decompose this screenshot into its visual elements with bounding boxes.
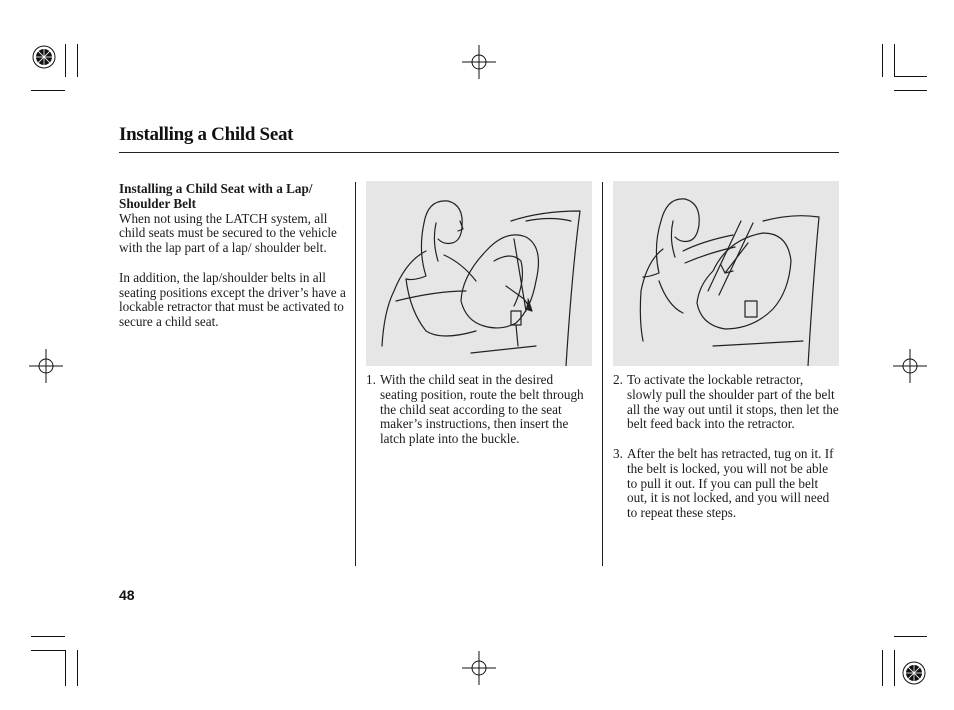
step-text: To activate the lockable retractor, slowly pull the shoulder part of the belt all the way out until it stops, then let the belt feed back into the retractor. xyxy=(627,372,839,432)
starburst-mark-top-left xyxy=(33,46,55,68)
illustration-route-belt xyxy=(366,181,592,366)
step-2 xyxy=(613,373,841,432)
intro-paragraph: When not using the LATCH system, all child seats must be secured to the vehicle with the lap part of a lap/ shoulder belt. xyxy=(119,210,337,256)
starburst-mark-bottom-right xyxy=(903,662,925,684)
step-number: 3. xyxy=(613,445,623,461)
section-subheading: Installing a Child Seat with a Lap/ Shoulder Belt xyxy=(119,181,313,211)
steps-right-column xyxy=(613,373,841,536)
title-divider xyxy=(119,152,839,153)
step-1 xyxy=(366,373,588,462)
step-number: 2. xyxy=(613,372,623,387)
column-divider-2 xyxy=(602,182,603,566)
page-number: 48 xyxy=(119,587,135,603)
step-3 xyxy=(613,447,841,521)
woman-installing-seat-icon xyxy=(366,181,592,366)
step-text: After the belt has retracted, tug on it. If the belt is locked, you will not be able to pull it out. If you can pull the belt out, it is not locked, and you will need to repeat these steps. xyxy=(627,445,834,521)
step-number: 1. xyxy=(366,372,376,387)
woman-pulling-belt-icon xyxy=(613,181,839,366)
step-text: With the child seat in the desired seating position, route the belt through the child seat according to the seat maker’s instructions, then insert the latch plate into the buckle. xyxy=(380,372,584,447)
left-column xyxy=(119,182,349,345)
page-title: Installing a Child Seat xyxy=(119,124,294,145)
illustration-pull-belt xyxy=(613,181,839,366)
retractor-paragraph: In addition, the lap/shoulder belts in all seating positions except the driver’s have a lockable retractor that must be activated to secure a child seat. xyxy=(119,269,346,330)
column-divider-1 xyxy=(355,182,356,566)
